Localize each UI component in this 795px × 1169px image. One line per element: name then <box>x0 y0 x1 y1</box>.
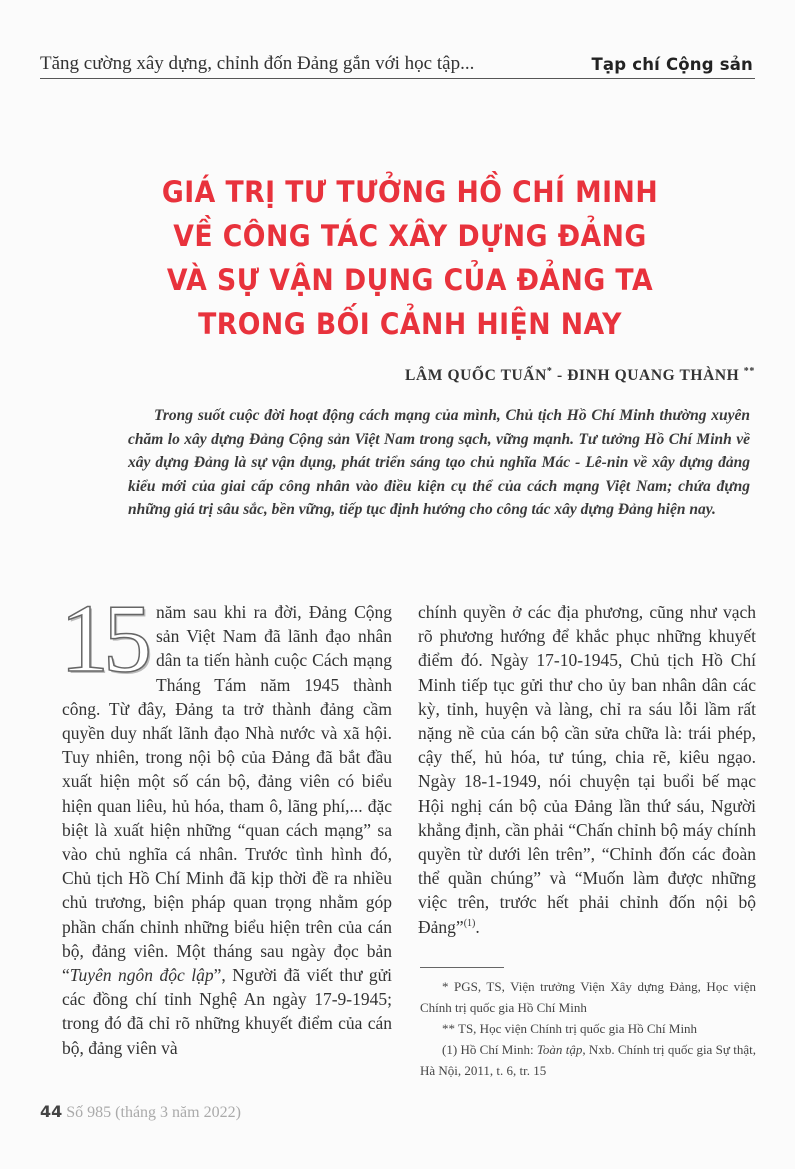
title-line: VÀ SỰ VẬN DỤNG CỦA ĐẢNG TA <box>166 263 654 297</box>
page-number: 44 <box>40 1102 63 1121</box>
title-line: VỀ CÔNG TÁC XÂY DỰNG ĐẢNG <box>173 219 647 253</box>
footnote-text: , Nxb. Chính trị quốc gia Sự thật, Hà Nội, 2011, t. 6, tr. 15 <box>420 1042 756 1078</box>
author-1: LÂM QUỐC TUẤN <box>405 367 547 385</box>
abstract-text: Trong suốt cuộc đời hoạt động cách mạng của mình, Chủ tịch Hồ Chí Minh thường xuyên chăm lo xây dựng Đảng Cộng sản Việt Nam trong sạch, vững mạnh. Tư tưởng Hồ Chí Minh về xây dựng Đảng là sự vận dụng, phát triển sáng tạo chủ nghĩa Mác - Lê-nin về xây dựng đảng kiểu mới của giai cấp công nhân vào điều kiện cụ thể của cách mạng Việt Nam; chứa đựng những giá trị sâu sắc, bền vững, tiếp tục định hướng cho công tác xây dựng Đảng hiện nay. <box>128 407 750 518</box>
footnote-3 <box>420 1039 756 1081</box>
footnote-text: (1) Hồ Chí Minh: <box>442 1042 537 1057</box>
author-2-mark: ** <box>743 366 755 377</box>
body-paragraph <box>60 585 392 1060</box>
drop-cap: 15 <box>60 585 146 693</box>
running-header <box>40 48 755 79</box>
footnote-italic: Toàn tập <box>536 1042 583 1057</box>
body-paragraph <box>418 600 756 939</box>
abstract <box>128 404 750 522</box>
footnote-reference[interactable]: (1) <box>463 917 476 929</box>
footnote-1: * PGS, TS, Viện trưởng Viện Xây dựng Đảng, Học viện Chính trị quốc gia Hồ Chí Minh <box>420 979 756 1015</box>
footnotes <box>420 976 756 1081</box>
body-text: chính quyền ở các địa phương, cũng như vạch rõ phương hướng để khắc phục những khuyết điểm đó. Ngày 17-10-1945, Chủ tịch Hồ Chí Minh tiếp tục gửi thư cho ủy ban nhân dân các kỳ, tỉnh, huyện và làng, chỉ ra sáu lỗi lầm rất nặng nề của cán bộ cần sửa chữa là: trái phép, cậy thế, hủ hóa, tư túng, chia rẽ, kiêu ngạo. Ngày 18-1-1949, nói chuyện tại buổi bế mạc Hội nghị cán bộ của Đảng lần thứ sáu, Người khẳng định, cần phải “Chấn chỉnh bộ máy chính quyền từ dưới lên trên”, “Chỉnh đốn các đoàn thể quần chúng” và “Muốn làm được những việc trên, trước hết phải chỉnh đốn nội bộ Đảng” <box>418 602 756 937</box>
journal-name: Tạp chí Cộng sản <box>591 55 753 74</box>
body-column-right <box>418 600 756 939</box>
issue-info: Số 985 (tháng 3 năm 2022) <box>62 1104 241 1121</box>
author-byline <box>405 366 755 385</box>
body-text: ”, Người đã viết thư gửi các đồng chí tỉnh Nghệ An ngày 17-9-1945; trong đó đã chỉ rõ những khuyết điểm của cán bộ, đảng viên và <box>62 965 392 1058</box>
author-2: ĐINH QUANG THÀNH <box>567 367 740 385</box>
title-line: GIÁ TRỊ TƯ TƯỞNG HỒ CHÍ MINH <box>161 175 659 209</box>
body-column-left <box>60 585 392 1060</box>
author-1-mark: * <box>546 366 553 377</box>
title-line: TRONG BỐI CẢNH HIỆN NAY <box>198 307 622 341</box>
section-title: Tăng cường xây dựng, chỉnh đốn Đảng gắn với học tập... <box>40 53 475 74</box>
document-title-italic: Tuyên ngôn độc lập <box>69 965 214 986</box>
author-separator: - <box>552 367 568 385</box>
body-text: . <box>475 916 480 937</box>
article-title <box>125 170 695 346</box>
footnote-divider <box>420 967 504 968</box>
page-footer <box>40 1102 241 1122</box>
body-text: năm sau khi ra đời, Đảng Cộng sản Việt Nam đã lãnh đạo nhân dân ta tiến hành cuộc Cách mạng Tháng Tám năm 1945 thành công. Từ đây, Đảng ta trở thành đảng cầm quyền duy nhất lãnh đạo Nhà nước và xã hội. Tuy nhiên, trong nội bộ của Đảng đã bắt đầu xuất hiện một số cán bộ, đảng viên có biểu hiện quan liêu, hủ hóa, tham ô, lãng phí,... đặc biệt là xuất hiện những “quan cách mạng” sa vào chủ nghĩa cá nhân. Trước tình hình đó, Chủ tịch Hồ Chí Minh đã kịp thời đề ra nhiều chủ trương, biện pháp quan trọng nhằm góp phần chấn chỉnh những biểu hiện trên của cán bộ, đảng viên. Một tháng sau ngày đọc bản “ <box>62 602 392 986</box>
footnote-2: ** TS, Học viện Chính trị quốc gia Hồ Chí Minh <box>442 1021 698 1036</box>
